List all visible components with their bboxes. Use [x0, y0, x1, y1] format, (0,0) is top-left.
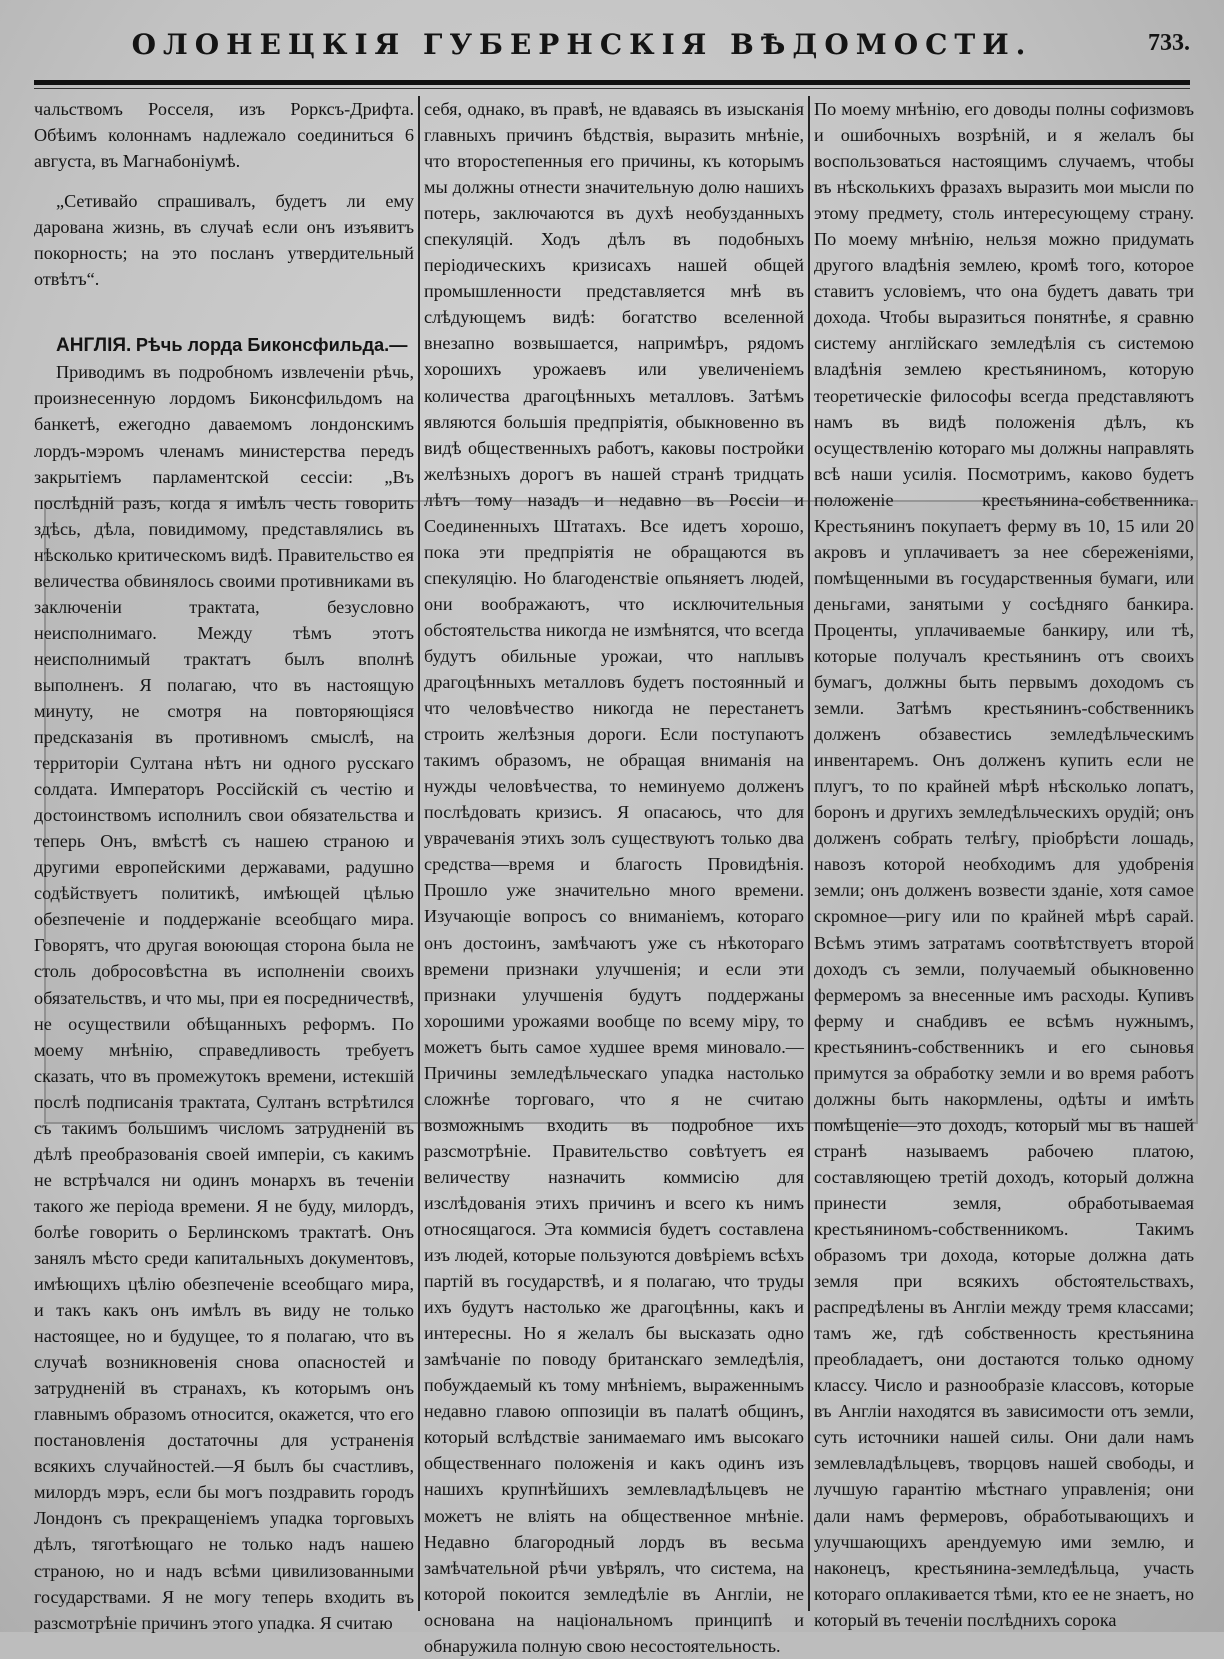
column-1-paragraph-1: чальствомъ Росселя, изъ Рорксъ-Дрифта. Обѣимъ колоннамъ надлежало соединиться 6 августа, въ Магнабоніумѣ.: [34, 99, 414, 172]
newspaper-title: ОЛОНЕЦКІЯ ГУБЕРНСКІЯ ВѢДОМОСТИ.: [131, 28, 1033, 61]
speech-title: Рѣчь лорда Биконсфильда.—: [135, 335, 408, 356]
england-section: [34, 332, 414, 359]
column-2-paragraph-1: себя, однако, въ правѣ, не вдаваясь въ изысканія главныхъ причинъ бѣдствія, выразить мнѣніе, что второстепенныя его причины, къ которымъ мы должны отнести значительную долю нашихъ потерь, заключаются въ духѣ необузданныхъ спекуляцій. Ходъ дѣлъ въ подобныхъ періодическихъ кризисахъ нашей общей промышленности представляется мнѣ въ слѣдующемъ видѣ: богатство вселенной внезапно возвышается, напримѣръ, рядомъ хорошихъ урожаевъ или увеличеніемъ количества драгоцѣнныхъ металловъ. Затѣмъ являются большія предпріятія, обыкновенно въ видѣ общественныхъ работъ, каковы постройки желѣзныхъ дорогъ въ нашей странѣ тридцать лѣтъ тому назадъ и недавно въ Россіи и Соединенныхъ Штатахъ. Все идетъ хорошо, пока эти предпріятія не обращаются въ спекуляцію. Но благоденствіе опьяняетъ людей, они воображаютъ, что исключительныя обстоятельства никогда не измѣнятся, что всегда будутъ обильные урожаи, что наплывъ драгоцѣнныхъ металловъ будетъ постоянный и что человѣчество никогда не перестанетъ строить желѣзныя дороги. Если поступаютъ такимъ образомъ, не обращая вниманія на нужды человѣчества, то неминуемо долженъ послѣдовать кризисъ. Я опасаюсь, что для уврачеванія этихъ золъ существуютъ только два средства—время и благость Провидѣнія. Прошло уже значительно много времени. Изучающіе вопросъ со вниманіемъ, котораго онъ достоинъ, замѣчаютъ уже съ нѣкотораго времени признаки улучшенія; и если эти признаки улучшенія будутъ поддержаны хорошими урожаями вообще по всему міру, то можетъ быть самое худшее время миновало.—Причины земледѣльческаго упадка настолько сложнѣе торговаго, что я не считаю возможнымъ входить въ подробное ихъ разсмотрѣніе. Правительство совѣтуетъ ея величеству назначить коммисію для изслѣдованія этихъ причинъ и всего къ нимъ относящагося. Эта коммисія будетъ составлена изъ людей, которые пользуются довѣріемъ всѣхъ партій въ государствѣ, и я полагаю, что труды ихъ будутъ настолько же драгоцѣнны, какъ и интересны. Но я желалъ бы высказать одно замѣчаніе по поводу британскаго земледѣлія, побуждаемый къ тому мнѣніемъ, выраженнымъ недавно главою оппозиціи въ палатѣ общинъ, который вслѣдствіе занимаемаго имъ высокаго общественнаго положенія и какъ одинъ изъ нашихъ крупнѣйшихъ землевладѣльцевъ не можетъ не вліять на общественное мнѣніе. Недавно благородный лордъ въ весьма замѣчательной рѣчи увѣрялъ, что система, на которой покоится земледѣліе въ Англіи, не основана на національномъ принципѣ и обнаружила полную свою несостоятельность.: [424, 99, 804, 1656]
column-3-paragraph-1: По моему мнѣнію, его доводы полны софизмовъ и ошибочныхъ возрѣній, и я желалъ бы воспользоваться настоящимъ случаемъ, чтобы въ нѣсколькихъ фразахъ выразить мои мысли по этому предмету, столь интересующему страну. По моему мнѣнію, нельзя можно придумать другого владѣнія землею, кромѣ того, которое ставитъ условіемъ, что она будетъ давать три дохода. Чтобы выразиться понятнѣе, я сравню систему англійскаго земледѣлія съ системою владѣнія землею крестьяниномъ, которую теоретическіе философы всегда представляютъ намъ въ видѣ положенія дѣлъ, къ осуществленію котораго мы должны направлять всѣ наши усилія. Посмотримъ, каково будетъ положеніе крестьянина-собственника. Крестьянинъ покупаетъ ферму въ 10, 15 или 20 акровъ и уплачиваетъ за нее сбереженіями, помѣщенными въ государственныя бумаги, или деньгами, занятыми у сосѣдняго банкира. Проценты, уплачиваемые банкиру, или тѣ, которые получалъ крестьянинъ отъ своихъ бумагъ, должны быть первымъ доходомъ съ земли. Затѣмъ крестьянинъ-собственникъ долженъ обзавестись земледѣльческимъ инвентаремъ. Онъ долженъ купить если не плугъ, то по крайней мѣрѣ нѣсколько лопатъ, боронъ и другихъ земледѣльческихъ орудій; онъ долженъ собрать телѣгу, пріобрѣсти лошадь, навозъ которой необходимъ для удобренія земли; онъ долженъ возвести зданіе, хотя самое скромное—ригу или по крайней мѣрѣ сарай. Всѣмъ этимъ затратамъ соотвѣтствуетъ второй доходъ съ земли, получаемый обыкновенно фермеромъ за внесенные имъ расходы. Купивъ ферму и снабдивъ ее всѣмъ нужнымъ, крестьянинъ-собственникъ и его сыновья примутся за обработку земли и во время работъ должны быть накормлены, одѣты и имѣть помѣщеніе—это доходъ, который мы въ нашей странѣ называемъ рабочею платою, составляющею третій доходъ, который должна принести земля, обработываемая крестьяниномъ-собственникомъ. Такимъ образомъ три дохода, которые должна дать земля при всякихъ обстоятельствахъ, распредѣлены въ Англіи между тремя классами; тамъ же, гдѣ собственность крестьянина преобладаетъ, они достаются только одному классу. Число и разнообразіе классовъ, которые въ Англіи находятся въ зависимости отъ земли, суть источники нашей силы. Они дали намъ землевладѣльцевъ, творцовъ нашей свободы, и лучшую гарантію мѣстнаго управленія; они дали намъ фермеровъ, обработывающихъ и улучшающихъ арендуемую ими землю, и наконецъ, крестьянина-земледѣльца, участь котораго оплакивается тѣми, кто ее не знаетъ, но который въ теченіи послѣднихъ сорока: [814, 99, 1194, 1630]
page-number: 733.: [1148, 30, 1190, 56]
page-header: [34, 22, 1190, 82]
column-divider-1: [414, 96, 424, 1611]
section-heading: АНГЛІЯ.: [56, 335, 132, 357]
column-1-paragraph-2: „Сетивайо спрашивалъ, будетъ ли ему дарована жизнь, въ случаѣ если онъ изъявитъ покорность; на это посланъ утвердительный отвѣтъ“.: [34, 191, 414, 290]
column-2: [424, 96, 804, 1656]
column-3: [814, 96, 1194, 1630]
text-columns: [34, 96, 1194, 1656]
header-rule: [34, 80, 1190, 85]
header-rule-thin: [34, 88, 1190, 89]
column-1: [34, 96, 414, 1633]
column-1-paragraph-3: Приводимъ въ подробномъ извлеченіи рѣчь, произнесенную лордомъ Биконсфильдомъ на банкетѣ, ежегодно даваемомъ лондонскимъ лордъ-мэромъ членамъ министерства передъ закрытіемъ парламентской сессіи: „Въ послѣдній разъ, когда я имѣлъ честь говорить здѣсь, дѣла, повидимому, представлялись въ нѣсколько критическомъ видѣ. Правительство ея величества обвинялось своими противниками въ заключеніи трактата, безусловно неисполнимаго. Между тѣмъ этотъ неисполнимый трактатъ былъ вполнѣ выполненъ. Я полагаю, что въ настоящую минуту, не смотря на повторяющіяся предсказанія въ противномъ смыслѣ, на территоріи Султана нѣтъ ни одного русскаго солдата. Императоръ Россійскій съ честію и достоинствомъ исполнилъ свои обязательства и теперь Онъ, вмѣстѣ съ нашею страною и другими европейскими державами, радушно содѣйствуетъ политикѣ, имѣющей цѣлью обезпеченіе и поддержаніе всеобщаго мира. Говорятъ, что другая воюющая сторона была не столь добросовѣстна въ исполненіи своихъ обязательствъ, и что мы, при ея посредничествѣ, не осуществили обѣщанныхъ реформъ. По моему мнѣнію, справедливость требуетъ сказать, что въ промежутокъ времени, истекшій послѣ подписанія трактата, Султанъ встрѣтился съ такимъ большимъ числомъ затрудненій въ дѣлѣ преобразованія своей имперіи, съ какимъ не встрѣчался ни одинъ монархъ въ теченіи такого же періода времени. Я не буду, милордъ, болѣе говорить о Берлинскомъ трактатѣ. Онъ занялъ мѣсто среди капитальныхъ документовъ, имѣющихъ цѣлію обезпеченіе всеобщаго мира, и такъ какъ онъ имѣлъ въ виду не только настоящее, но и будущее, то я полагаю, что въ случаѣ возникновенія снова опасностей и затрудненій въ странахъ, къ которымъ онъ главнымъ образомъ относится, окажется, что его постановленія достаточны для устраненія всякихъ случайностей.—Я былъ бы счастливъ, милордъ мэръ, если бы могъ поздравить городъ Лондонъ съ прекращеніемъ упадка торговыхъ дѣлъ, тяготѣющаго не только надъ нашею страною, но и надъ всѣми цивилизованными государствами. Я не могу теперь входить въ разсмотрѣніе причинъ этого упадка. Я считаю: [34, 362, 414, 1633]
column-divider-2: [804, 96, 814, 1611]
